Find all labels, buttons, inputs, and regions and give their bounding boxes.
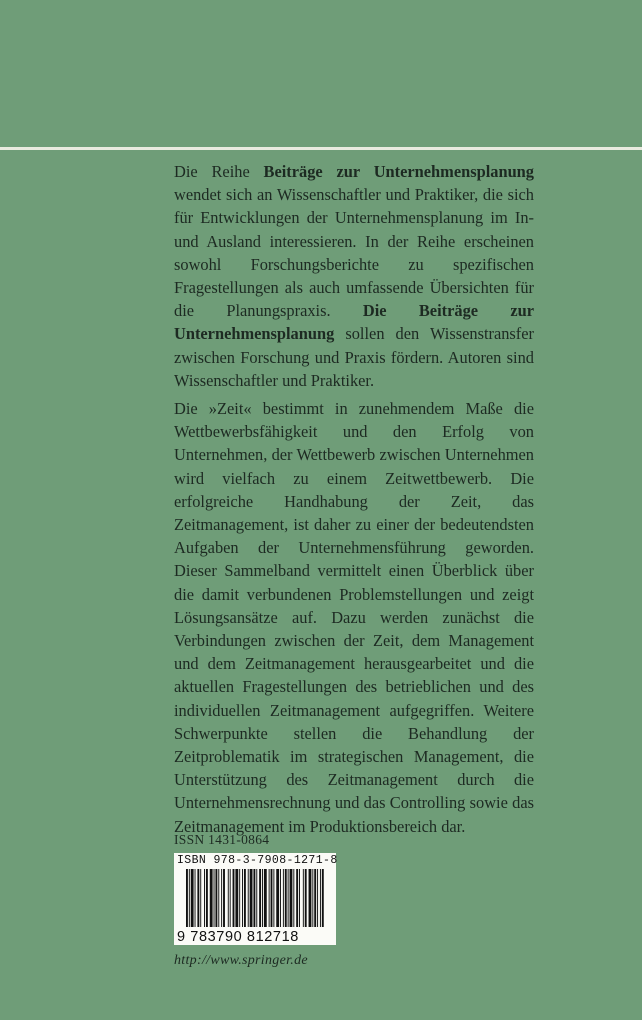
barcode-bar [204,869,205,927]
series-title-bold-1: Beiträge zur Unternehmensplanung [263,162,534,181]
book-description [174,397,534,838]
barcode-bar [228,869,229,927]
barcode-bar [280,869,281,927]
barcode-bar [186,869,188,927]
barcode-bar [285,869,287,927]
barcode-bar [253,869,255,927]
barcode-bar [191,869,194,927]
barcode-bar [189,869,190,927]
series-title-bold-2: Die Beiträge zur Unternehmensplanung [174,301,535,344]
barcode-bar [273,869,274,927]
barcode-bars [186,869,328,927]
barcode-bar [233,869,235,927]
barcode-bar [195,869,196,927]
barcode-bar [256,869,257,927]
barcode-bar [206,869,208,927]
publisher-url: http://www.springer.de [174,953,308,968]
series-description [174,160,534,392]
barcode-bar [250,869,253,927]
barcode-bar [248,869,249,927]
barcode-bar [259,869,261,927]
isbn-barcode [174,853,336,945]
barcode-bar [283,869,284,927]
barcode-bar [305,869,307,927]
barcode-bar [299,869,300,927]
barcode-bar [215,869,217,927]
series-text-1: Die Reihe [174,162,264,181]
barcode-bar [271,869,273,927]
barcode-bar [223,869,225,927]
barcode-bar [230,869,231,927]
barcode-bar [296,869,298,927]
barcode-bar [200,869,201,927]
barcode-bar [320,869,321,927]
barcode-bar [235,869,238,927]
barcode-bar [303,869,304,927]
barcode-bar [210,869,213,927]
barcode-bar [293,869,294,927]
barcode-bar [276,869,279,927]
barcode-bar [322,869,324,927]
barcode-bar [317,869,318,927]
top-divider-rule [0,147,642,150]
barcode-bar [221,869,222,927]
barcode-bar [244,869,246,927]
barcode-bar [314,869,316,927]
issn-label: ISSN 1431-0864 [174,832,270,847]
barcode-bar [288,869,289,927]
barcode-bar [214,869,215,927]
series-text-3: sollen den Wissenstransfer zwischen Forschung und Praxis fördern. Autoren sind Wissenschaftler und Praktiker. [174,324,534,390]
barcode-bar [262,869,263,927]
barcode-bar [312,869,313,927]
barcode-bar [309,869,312,927]
barcode-bar [290,869,293,927]
barcode-bar [242,869,243,927]
book-description-text: Die »Zeit« bestimmt in zunehmendem Maße die Wettbewerbsfähigkeit und den Erfolg von Unternehmen, der Wettbewerb zwischen Unternehmen wird vielfach zu einem Zeitwettbewerb. Die erfolgreiche Handhabung der Zeit, das Zeitmanagement, ist daher zu einer der bedeutendsten Aufgaben der Unternehmensführung geworden. Dieser Sammelband vermittelt einen Überblick über die damit verbundenen Problemstellungen und zeigt Lösungsansätze auf. Dazu werden zunächst die Verbindungen zwischen der Zeit, dem Management und dem Zeitmanagement herausgearbeitet und die aktuellen Fragestellungen des betrieblichen und des individuellen Zeitmanagement aufgegriffen. Weitere Schwerpunkte stellen die Behandlung der Zeitproblematik im strategischen Management, die Unterstützung des Zeitmanagement durch die Unternehmensrechnung und das Controlling sowie das Zeitmanagement im Produktionsbereich dar. [174,399,534,836]
barcode-bar [269,869,270,927]
barcode-bar [218,869,219,927]
barcode-bar [197,869,199,927]
barcode-bar [264,869,267,927]
series-text-2: wendet sich an Wissenschaftler und Praktiker, die sich für Entwicklungen der Unternehmensplanung im In- und Ausland interessieren. In der Reihe erscheinen sowohl Forschungsberichte zu spezifischen Fragestellungen als auch umfassende Übersichten für die Planungspraxis. [174,185,534,321]
barcode-digits: 9 783790 812718 [177,929,299,945]
barcode-isbn-text: ISBN 978-3-7908-1271-8 [177,854,338,867]
barcode-bar [239,869,240,927]
